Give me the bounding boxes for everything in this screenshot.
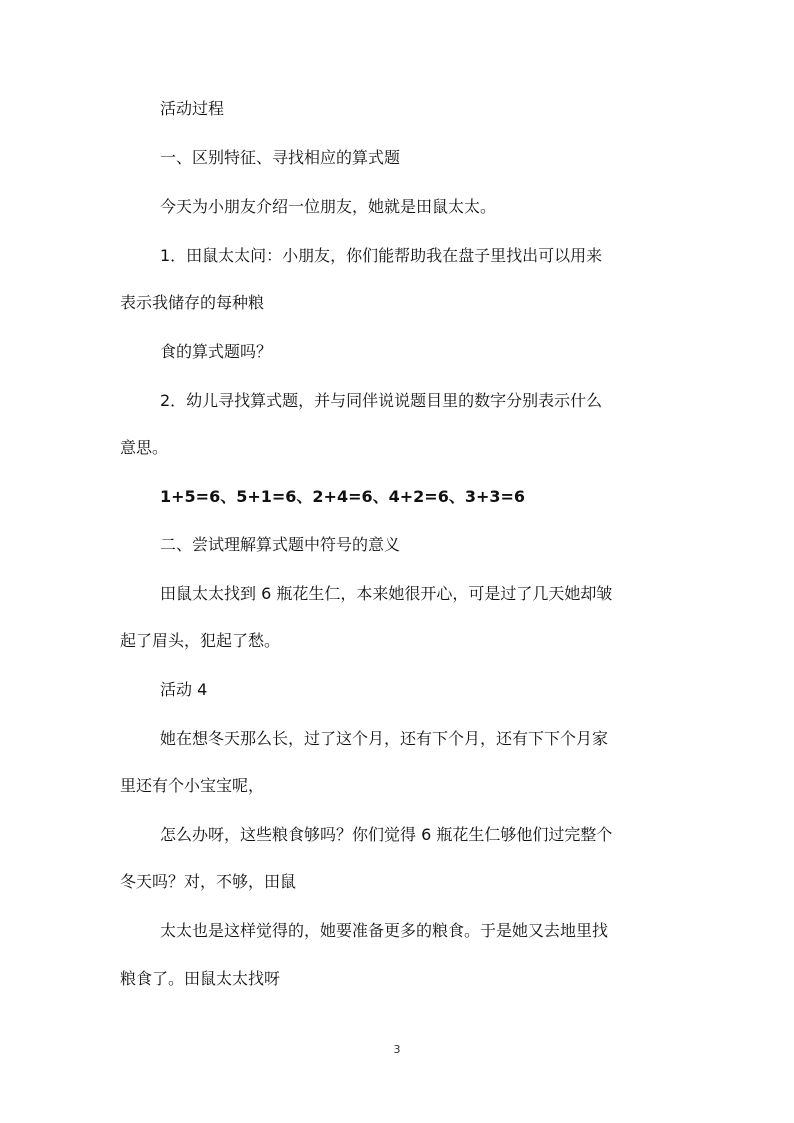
paragraph-line: 今天为小朋友介绍一位朋友，她就是田鼠太太。 xyxy=(160,197,497,216)
paragraph-line: 怎么办呀，这些粮食够吗？你们觉得 6 瓶花生仁够他们过完整个 xyxy=(160,825,613,844)
paragraph-line: 粮食了。田鼠太太找呀 xyxy=(120,969,281,988)
paragraph-line: 她在想冬天那么长，过了这个月，还有下个月，还有下下个月家 xyxy=(160,729,609,748)
equation-list: 1+5=6、5+1=6、2+4=6、4+2=6、3+3=6 xyxy=(160,487,526,506)
section-heading-1: 一、区别特征、寻找相应的算式题 xyxy=(160,148,401,167)
heading-activity-process: 活动过程 xyxy=(160,99,225,118)
paragraph-line: 食的算式题吗？ xyxy=(160,342,273,361)
paragraph-line: 田鼠太太找到 6 瓶花生仁，本来她很开心，可是过了几天她却皱 xyxy=(160,584,613,603)
paragraph-line: 表示我储存的每种粮 xyxy=(120,293,265,312)
activity-label: 活动 4 xyxy=(160,680,208,699)
paragraph-line: 里还有个小宝宝呢， xyxy=(120,776,265,795)
section-heading-2: 二、尝试理解算式题中符号的意义 xyxy=(160,535,401,554)
paragraph-line: 冬天吗？对，不够，田鼠 xyxy=(120,872,297,891)
paragraph-line: 太太也是这样觉得的，她要准备更多的粮食。于是她又去地里找 xyxy=(160,921,609,940)
paragraph-line: 起了眉头，犯起了愁。 xyxy=(120,631,281,650)
page-number: 3 xyxy=(393,1043,401,1056)
paragraph-line: 意思。 xyxy=(120,438,169,457)
paragraph-line: 2．幼儿寻找算式题，并与同伴说说题目里的数字分别表示什么 xyxy=(160,391,603,410)
paragraph-line: 1．田鼠太太问：小朋友，你们能帮助我在盘子里找出可以用来 xyxy=(160,246,603,265)
